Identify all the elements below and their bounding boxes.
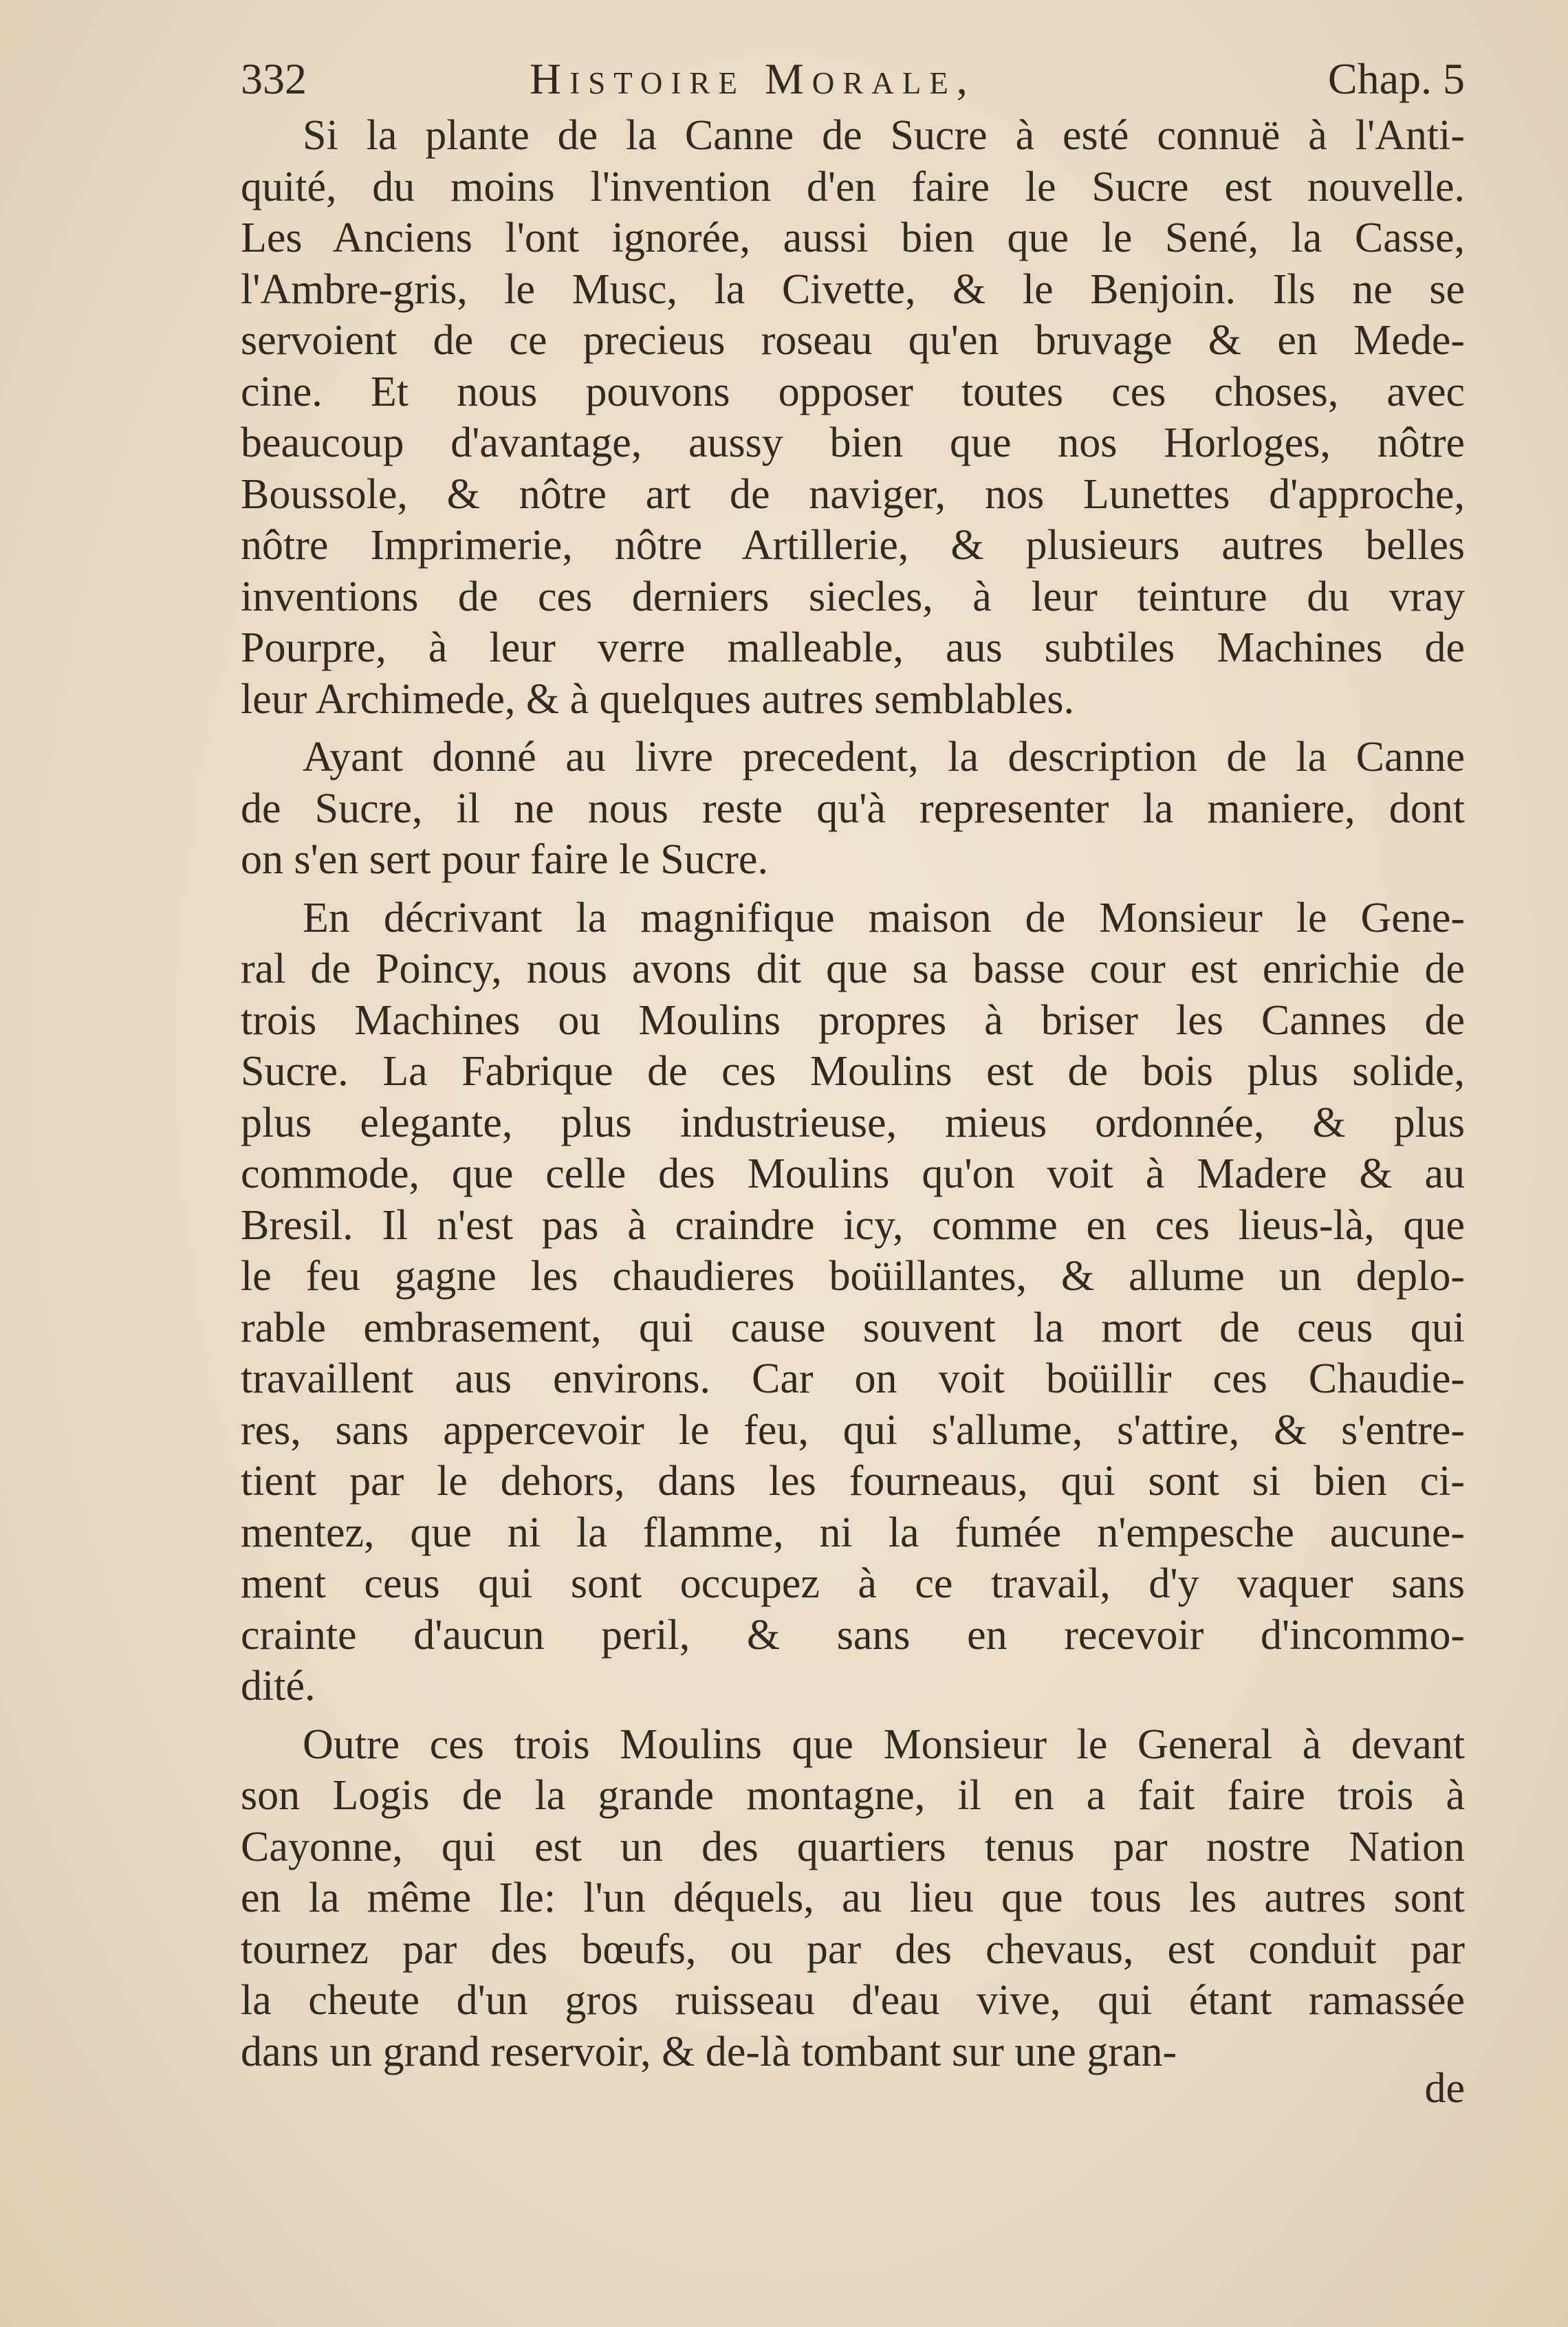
text-line: Cayonne, qui est un des quartiers tenus par nostre Nation <box>241 1823 1465 1870</box>
text-line: inventions de ces derniers siecles, à leur teinture du vray <box>241 573 1465 620</box>
paragraph <box>241 893 1465 1712</box>
paragraph <box>241 110 1465 725</box>
text-line: mentez, que ni la flamme, ni la fumée n'empesche aucune- <box>241 1509 1465 1556</box>
catchword: de <box>1424 2065 1465 2112</box>
text-line: tournez par des bœufs, ou par des chevaus, est conduit par <box>241 1925 1465 1973</box>
text-line: dans un grand reservoir, & de-là tombant sur une gran- <box>241 2028 1177 2075</box>
text-line: quité, du moins l'invention d'en faire le Sucre est nouvelle. <box>241 163 1465 210</box>
text-line: en la même Ile: l'un déquels, au lieu que tous les autres sont <box>241 1875 1465 1921</box>
text-line: Pourpre, à leur verre malleable, aus subtiles Machines de <box>241 624 1465 671</box>
text-line: beaucoup d'avantage, aussy bien que nos Horloges, nôtre <box>241 419 1465 466</box>
text-line: la cheute d'un gros ruisseau d'eau vive, qui étant ramassée <box>241 1977 1465 2024</box>
page-number: 332 <box>241 54 307 103</box>
chapter-label: Chap. 5 <box>1327 54 1465 103</box>
body-text <box>241 110 1465 2077</box>
running-title: Histoire Morale, <box>530 54 976 103</box>
text-line: ment ceus qui sont occupez à ce travail, d'y vaquer sans <box>241 1560 1465 1607</box>
text-line: crainte d'aucun peril, & sans en recevoir d'incommo- <box>241 1611 1465 1659</box>
text-line: plus elegante, plus industrieuse, mieus ordonnée, & plus <box>241 1099 1465 1146</box>
text-line: travaillent aus environs. Car on voit boüillir ces Chaudie- <box>241 1355 1465 1402</box>
text-line: on s'en sert pour faire le Sucre. <box>241 836 768 883</box>
text-line: En décrivant la magnifique maison de Monsieur le Gene- <box>303 894 1465 941</box>
text-line: servoient de ce precieus roseau qu'en bruvage & en Mede- <box>241 317 1465 364</box>
text-line: dité. <box>241 1663 316 1709</box>
text-line: nôtre Imprimerie, nôtre Artillerie, & plusieurs autres belles <box>241 522 1465 569</box>
text-line: trois Machines ou Moulins propres à briser les Cannes de <box>241 996 1465 1044</box>
paragraph <box>241 732 1465 886</box>
paragraph <box>241 1719 1465 2078</box>
text-line: l'Ambre-gris, le Musc, la Civette, & le Benjoin. Ils ne se <box>241 265 1465 313</box>
text-line: Boussole, & nôtre art de naviger, nos Lunettes d'approche, <box>241 470 1465 518</box>
text-line: ral de Poincy, nous avons dit que sa basse cour est enrichie de <box>241 946 1465 992</box>
text-line: son Logis de la grande montagne, il en a fait faire trois à <box>241 1772 1465 1819</box>
text-line: Sucre. La Fabrique de ces Moulins est de bois plus solide, <box>241 1048 1465 1095</box>
text-line: commode, que celle des Moulins qu'on voit à Madere & au <box>241 1150 1465 1197</box>
text-line: Ayant donné au livre precedent, la description de la Canne <box>303 734 1465 780</box>
text-line: Outre ces trois Moulins que Monsieur le General à devant <box>303 1720 1465 1768</box>
text-line: Les Anciens l'ont ignorée, aussi bien que le Sené, la Casse, <box>241 215 1465 261</box>
text-line: le feu gagne les chaudieres boüillantes, & allume un deplo- <box>241 1253 1465 1300</box>
text-line: Bresil. Il n'est pas à craindre icy, comme en ces lieus-là, que <box>241 1201 1465 1249</box>
text-line: de Sucre, il ne nous reste qu'à representer la maniere, dont <box>241 785 1465 832</box>
running-header <box>241 48 1465 110</box>
text-line: leur Archimede, & à quelques autres semblables. <box>241 675 1075 723</box>
text-line: cine. Et nous pouvons opposer toutes ces choses, avec <box>241 368 1465 415</box>
text-line: tient par le dehors, dans les fourneaus, qui sont si bien ci- <box>241 1458 1465 1505</box>
text-line: rable embrasement, qui cause souvent la mort de ceus qui <box>241 1304 1465 1351</box>
text-line: Si la plante de la Canne de Sucre à esté connuë à l'Anti- <box>303 112 1465 159</box>
text-line: res, sans appercevoir le feu, qui s'allume, s'attire, & s'entre- <box>241 1406 1465 1454</box>
